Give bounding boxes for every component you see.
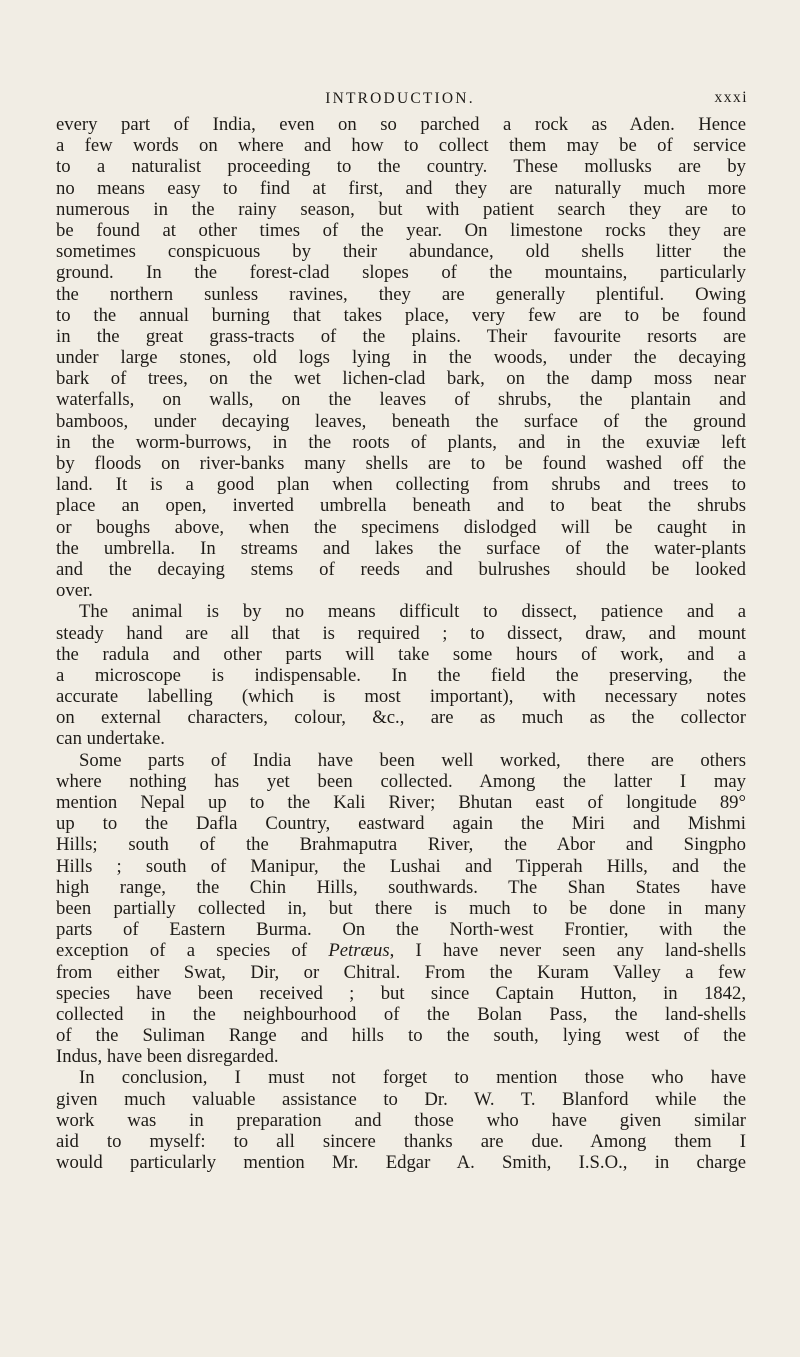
text-line <box>56 114 746 135</box>
text-line <box>56 623 746 644</box>
text-segment: the radula and other parts will take some hours of work, and a <box>56 643 746 665</box>
text-segment: bamboos, under decaying leaves, beneath the surface of the ground <box>56 410 746 432</box>
text-segment: or boughs above, when the specimens dislodged will be caught in <box>56 516 746 538</box>
text-segment: to the annual burning that takes place, very few are to be found <box>56 304 746 326</box>
text-segment: work was in preparation and those who have given similar <box>56 1109 746 1131</box>
text-line <box>56 474 746 495</box>
text-segment: every part of India, even on so parched a rock as Aden. Hence <box>56 114 746 135</box>
text-segment: be found at other times of the year. On limestone rocks they are <box>56 219 746 241</box>
text-segment: can undertake. <box>56 728 165 750</box>
text-segment: Some parts of India have been well worked, there are others <box>79 749 746 771</box>
text-line <box>56 1131 746 1152</box>
text-segment: over. <box>56 580 93 602</box>
text-segment: on external characters, colour, &c., are as much as the collector <box>56 707 746 729</box>
text-line <box>56 1110 746 1131</box>
text-line <box>56 919 746 940</box>
text-line <box>56 156 746 177</box>
text-segment: Indus, have been disregarded. <box>56 1046 279 1068</box>
text-line <box>56 813 746 834</box>
text-segment: been partially collected in, but there is much to be done in many <box>56 897 746 919</box>
text-segment: in the worm-burrows, in the roots of plants, and in the exuviæ left <box>56 431 746 453</box>
text-segment: accurate labelling (which is most important), with necessary notes <box>56 686 746 708</box>
text-segment: species have been received ; but since Captain Hutton, in 1842, <box>56 982 746 1004</box>
text-segment: In conclusion, I must not forget to mention those who have <box>79 1067 746 1089</box>
text-line <box>56 368 746 389</box>
text-segment: Hills ; south of Manipur, the Lushai and Tipperah Hills, and the <box>56 855 746 877</box>
text-line <box>56 1067 746 1088</box>
text-line <box>56 199 746 220</box>
text-segment: where nothing has yet been collected. Among the latter I may <box>56 770 746 792</box>
text-line <box>56 750 746 771</box>
text-segment: numerous in the rainy season, but with patient search they are to <box>56 198 746 220</box>
text-segment: under large stones, old logs lying in the woods, under the decaying <box>56 347 746 369</box>
text-line <box>56 178 746 199</box>
text-segment: no means easy to find at first, and they are naturally much more <box>56 177 746 199</box>
text-segment: sometimes conspicuous by their abundance, old shells litter the <box>56 241 746 263</box>
text-segment: from either Swat, Dir, or Chitral. From the Kuram Valley a few <box>56 961 746 983</box>
text-line <box>56 305 746 326</box>
text-line <box>56 940 746 961</box>
text-line <box>56 601 746 622</box>
text-segment: to a naturalist proceeding to the country. These mollusks are by <box>56 156 746 178</box>
text-line <box>56 1046 746 1067</box>
text-segment: land. It is a good plan when collecting from shrubs and trees to <box>56 474 746 496</box>
text-line <box>56 1004 746 1025</box>
text-line <box>56 432 746 453</box>
text-line <box>56 135 746 156</box>
text-line <box>56 262 746 283</box>
text-segment: Hills; south of the Brahmaputra River, the Abor and Singpho <box>56 834 746 856</box>
text-segment: aid to myself: to all sincere thanks are due. Among them I <box>56 1131 746 1152</box>
text-segment: exception of a species of <box>56 940 329 962</box>
text-line <box>56 877 746 898</box>
text-line <box>56 856 746 877</box>
text-segment: by floods on river-banks many shells are to be found washed off the <box>56 453 746 474</box>
text-segment: bark of trees, on the wet lichen-clad bark, on the damp moss near <box>56 368 746 390</box>
text-line <box>56 898 746 919</box>
text-line <box>56 644 746 665</box>
body-text <box>56 114 746 1173</box>
text-line <box>56 792 746 813</box>
text-segment: a few words on where and how to collect them may be of service <box>56 135 746 157</box>
text-line <box>56 771 746 792</box>
text-segment: in the great grass-tracts of the plains. Their favourite resorts are <box>56 325 746 347</box>
text-line <box>56 983 746 1004</box>
text-line <box>56 686 746 707</box>
text-segment: would particularly mention Mr. Edgar A. Smith, I.S.O., in charge <box>56 1152 746 1174</box>
text-line <box>56 241 746 262</box>
text-segment: , I have never seen any land-shells <box>389 940 746 962</box>
text-line <box>56 495 746 516</box>
text-line <box>56 538 746 559</box>
text-segment: The animal is by no means difficult to dissect, patience and a <box>79 601 746 623</box>
text-line <box>56 559 746 580</box>
text-segment: and the decaying stems of reeds and bulrushes should be looked <box>56 558 746 580</box>
running-head <box>0 86 800 110</box>
text-segment: collected in the neighbourhood of the Bolan Pass, the land-shells <box>56 1003 746 1025</box>
text-line <box>56 1152 746 1173</box>
text-segment: high range, the Chin Hills, southwards. The Shan States have <box>56 876 746 898</box>
text-line <box>56 728 746 749</box>
text-line <box>56 389 746 410</box>
text-segment: of the Suliman Range and hills to the south, lying west of the <box>56 1025 746 1047</box>
text-line <box>56 1089 746 1110</box>
text-line <box>56 1025 746 1046</box>
running-title: INTRODUCTION. <box>325 90 475 107</box>
text-line <box>56 707 746 728</box>
text-line <box>56 517 746 538</box>
text-line <box>56 834 746 855</box>
text-segment: waterfalls, on walls, on the leaves of shrubs, the plantain and <box>56 389 746 411</box>
text-segment: the northern sunless ravines, they are generally plentiful. Owing <box>56 283 746 305</box>
text-segment: parts of Eastern Burma. On the North-west Frontier, with the <box>56 919 746 941</box>
italic-term: Petræus <box>328 940 390 962</box>
text-segment: steady hand are all that is required ; to dissect, draw, and mount <box>56 622 746 644</box>
text-segment: up to the Dafla Country, eastward again the Miri and Mishmi <box>56 813 746 835</box>
text-segment: ground. In the forest-clad slopes of the mountains, particularly <box>56 262 746 284</box>
text-segment: place an open, inverted umbrella beneath and to beat the shrubs <box>56 495 746 517</box>
text-segment: given much valuable assistance to Dr. W. T. Blanford while the <box>56 1088 746 1110</box>
text-line <box>56 453 746 474</box>
text-segment: a microscope is indispensable. In the field the preserving, the <box>56 664 746 686</box>
text-line <box>56 411 746 432</box>
page-number: xxxi <box>714 89 748 106</box>
text-line <box>56 326 746 347</box>
text-line <box>56 284 746 305</box>
text-line <box>56 347 746 368</box>
text-segment: mention Nepal up to the Kali River; Bhutan east of longitude 89° <box>56 792 746 813</box>
text-line <box>56 580 746 601</box>
text-segment: the umbrella. In streams and lakes the surface of the water-plants <box>56 537 746 559</box>
text-line <box>56 962 746 983</box>
text-line <box>56 665 746 686</box>
text-line <box>56 220 746 241</box>
